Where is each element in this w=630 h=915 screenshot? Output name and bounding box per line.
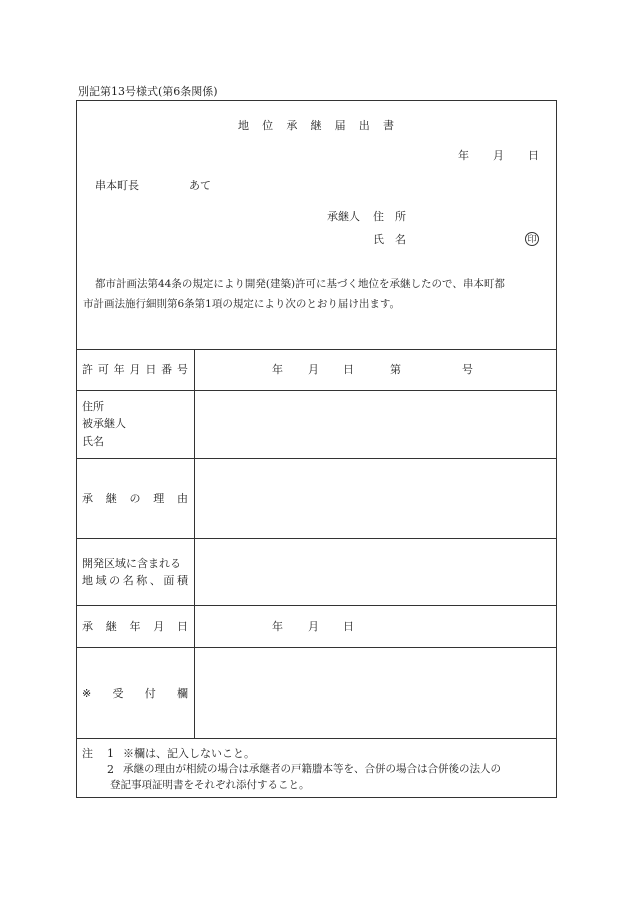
permit-month: 月 <box>308 363 319 376</box>
label-char: 名 <box>122 574 134 587</box>
permit-dai: 第 <box>390 363 401 376</box>
applicant-address-label: 住 所 <box>373 210 406 223</box>
label-char: の <box>109 574 121 587</box>
permit-year: 年 <box>272 363 283 376</box>
label-char: 欄 <box>176 687 188 700</box>
title-char: 出 <box>358 119 370 132</box>
note-2-number: 2 <box>107 763 114 776</box>
note-2-line2: 登記事項証明書をそれぞれ添付すること。 <box>110 779 310 791</box>
addressee-suffix: あて <box>189 179 211 192</box>
form-title <box>238 120 394 131</box>
date-month: 月 <box>493 149 504 162</box>
label-char: 号 <box>176 363 188 376</box>
area-label-line1: 開発区域に含まれる <box>82 557 181 570</box>
area-label-line2 <box>82 575 188 586</box>
table-divider <box>76 738 557 739</box>
title-char: 承 <box>286 119 298 132</box>
label-char: 月 <box>129 363 141 376</box>
seal-mark: 印 <box>525 232 539 246</box>
title-char: 地 <box>238 119 249 132</box>
succession-year: 年 <box>272 620 283 633</box>
reception-label <box>82 688 188 699</box>
label-char: 継 <box>105 492 117 505</box>
predecessor-name-label: 氏名 <box>82 435 104 448</box>
reason-label <box>82 493 188 504</box>
table-divider <box>76 390 557 391</box>
label-char: 承 <box>82 620 93 633</box>
label-char: 日 <box>145 363 157 376</box>
label-char: 付 <box>144 687 156 700</box>
applicant-name-label: 氏 名 <box>373 233 406 246</box>
label-char: 受 <box>112 687 124 700</box>
note-2-line1: 承継の理由が相続の場合は承継者の戸籍謄本等を、合併の場合は合併後の法人の <box>123 763 501 775</box>
title-char: 届 <box>334 119 346 132</box>
title-char: 位 <box>262 119 274 132</box>
label-char: 可 <box>97 363 109 376</box>
label-char: 許 <box>82 363 93 376</box>
table-divider <box>76 605 557 606</box>
label-char: 継 <box>105 620 117 633</box>
note-1-text: ※欄は、記入しないこと。 <box>123 747 255 760</box>
label-char: 面 <box>163 574 175 587</box>
label-char: 理 <box>153 492 165 505</box>
form-number: 別記第13号様式(第6条関係) <box>78 85 218 98</box>
label-char: 年 <box>129 620 141 633</box>
date-day: 日 <box>528 149 539 162</box>
label-char: 域 <box>95 574 107 587</box>
label-column-divider <box>194 349 195 738</box>
label-char: 、 <box>149 574 161 587</box>
predecessor-role-label: 被承継人 <box>82 417 126 430</box>
note-1-number: 1 <box>107 747 114 760</box>
label-char: 日 <box>177 620 188 633</box>
predecessor-address-label: 住所 <box>82 400 104 413</box>
table-divider <box>76 538 557 539</box>
label-char: 称 <box>136 574 148 587</box>
label-char: 由 <box>177 492 188 505</box>
label-char: 地 <box>82 574 93 587</box>
table-divider <box>76 458 557 459</box>
succession-day: 日 <box>343 620 354 633</box>
body-text-line1: 都市計画法第44条の規定により開発(建築)許可に基づく地位を承継したので、串本町都 <box>95 278 505 290</box>
label-char: 番 <box>161 363 173 376</box>
title-char: 書 <box>382 119 394 132</box>
date-year: 年 <box>458 149 469 162</box>
table-divider <box>76 349 557 350</box>
label-char: 承 <box>82 492 93 505</box>
label-char: 積 <box>176 574 188 587</box>
title-char: 継 <box>310 119 322 132</box>
permit-label <box>82 364 188 375</box>
permit-go: 号 <box>462 363 473 376</box>
body-text-line2: 市計画法施行細則第6条第1項の規定により次のとおり届け出ます。 <box>83 298 401 310</box>
label-char: ※ <box>82 687 92 700</box>
label-char: の <box>129 492 141 505</box>
addressee-name: 串本町長 <box>95 179 139 192</box>
succession-month: 月 <box>308 620 319 633</box>
table-divider <box>76 647 557 648</box>
succession-date-label <box>82 621 188 632</box>
label-char: 年 <box>113 363 125 376</box>
applicant-role: 承継人 <box>327 210 360 223</box>
permit-day: 日 <box>343 363 354 376</box>
notes-head: 注 <box>82 747 93 760</box>
label-char: 月 <box>153 620 165 633</box>
